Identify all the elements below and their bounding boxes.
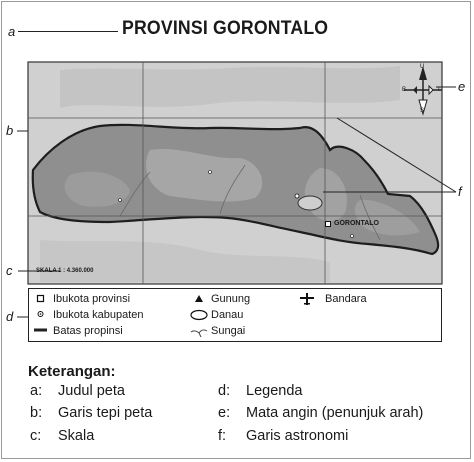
keterangan-item-f bbox=[218, 428, 348, 444]
regency-capital-marker bbox=[351, 235, 354, 238]
legend-regency-capital: Ibukota kabupaten bbox=[53, 309, 144, 321]
keterangan-heading: Keterangan: bbox=[28, 363, 116, 380]
keterangan-text: Garis tepi peta bbox=[58, 405, 153, 421]
legend-provincial-border: Batas propinsi bbox=[53, 325, 123, 337]
regency-capital-marker bbox=[119, 199, 122, 202]
pointer-label-b: b bbox=[6, 123, 14, 138]
keterangan-item-e bbox=[218, 405, 423, 421]
keterangan-key: a: bbox=[30, 383, 43, 399]
pointer-label-e: e bbox=[458, 79, 466, 94]
compass-north-label: U bbox=[420, 64, 425, 70]
provincial-capital-marker bbox=[326, 222, 331, 227]
compass-east-label: T bbox=[437, 87, 441, 93]
compass-west-label: B bbox=[402, 87, 407, 93]
legend-lake: Danau bbox=[211, 309, 244, 321]
keterangan-text: Judul peta bbox=[58, 383, 125, 399]
capital-label: GORONTALO bbox=[334, 220, 379, 227]
keterangan-key: e: bbox=[218, 405, 231, 421]
keterangan-text: Mata angin (penunjuk arah) bbox=[246, 405, 424, 421]
keterangan-key: f: bbox=[218, 428, 227, 444]
map-scale: SKALA 1 : 4.360.000 bbox=[36, 268, 94, 274]
legend-river: Sungai bbox=[211, 325, 246, 337]
pointer-label-f: f bbox=[458, 184, 462, 199]
pointer-label-d: d bbox=[6, 309, 14, 324]
map-title: PROVINSI GORONTALO bbox=[122, 18, 329, 39]
pointer-label-a: a bbox=[8, 24, 16, 39]
keterangan-key: d: bbox=[218, 383, 231, 399]
keterangan-text: Legenda bbox=[246, 383, 303, 399]
legend-provincial-capital: Ibukota provinsi bbox=[53, 293, 131, 305]
legend-airport: Bandara bbox=[325, 293, 367, 305]
pointer-label-c: c bbox=[6, 263, 13, 278]
sea-texture bbox=[60, 66, 400, 108]
regency-capital-marker bbox=[209, 171, 212, 174]
keterangan-text: Skala bbox=[58, 428, 95, 444]
compass-south-label: S bbox=[420, 108, 425, 114]
keterangan-key: b: bbox=[30, 405, 43, 421]
legend-mountain: Gunung bbox=[211, 293, 251, 305]
regency-capital-marker bbox=[295, 194, 299, 198]
lake-limboto bbox=[298, 196, 322, 210]
keterangan-item-a bbox=[30, 383, 125, 399]
keterangan-item-c bbox=[30, 428, 94, 444]
keterangan-item-d bbox=[218, 383, 302, 399]
keterangan-item-b bbox=[30, 405, 152, 421]
keterangan-key: c: bbox=[30, 428, 42, 444]
keterangan-text: Garis astronomi bbox=[246, 428, 349, 444]
